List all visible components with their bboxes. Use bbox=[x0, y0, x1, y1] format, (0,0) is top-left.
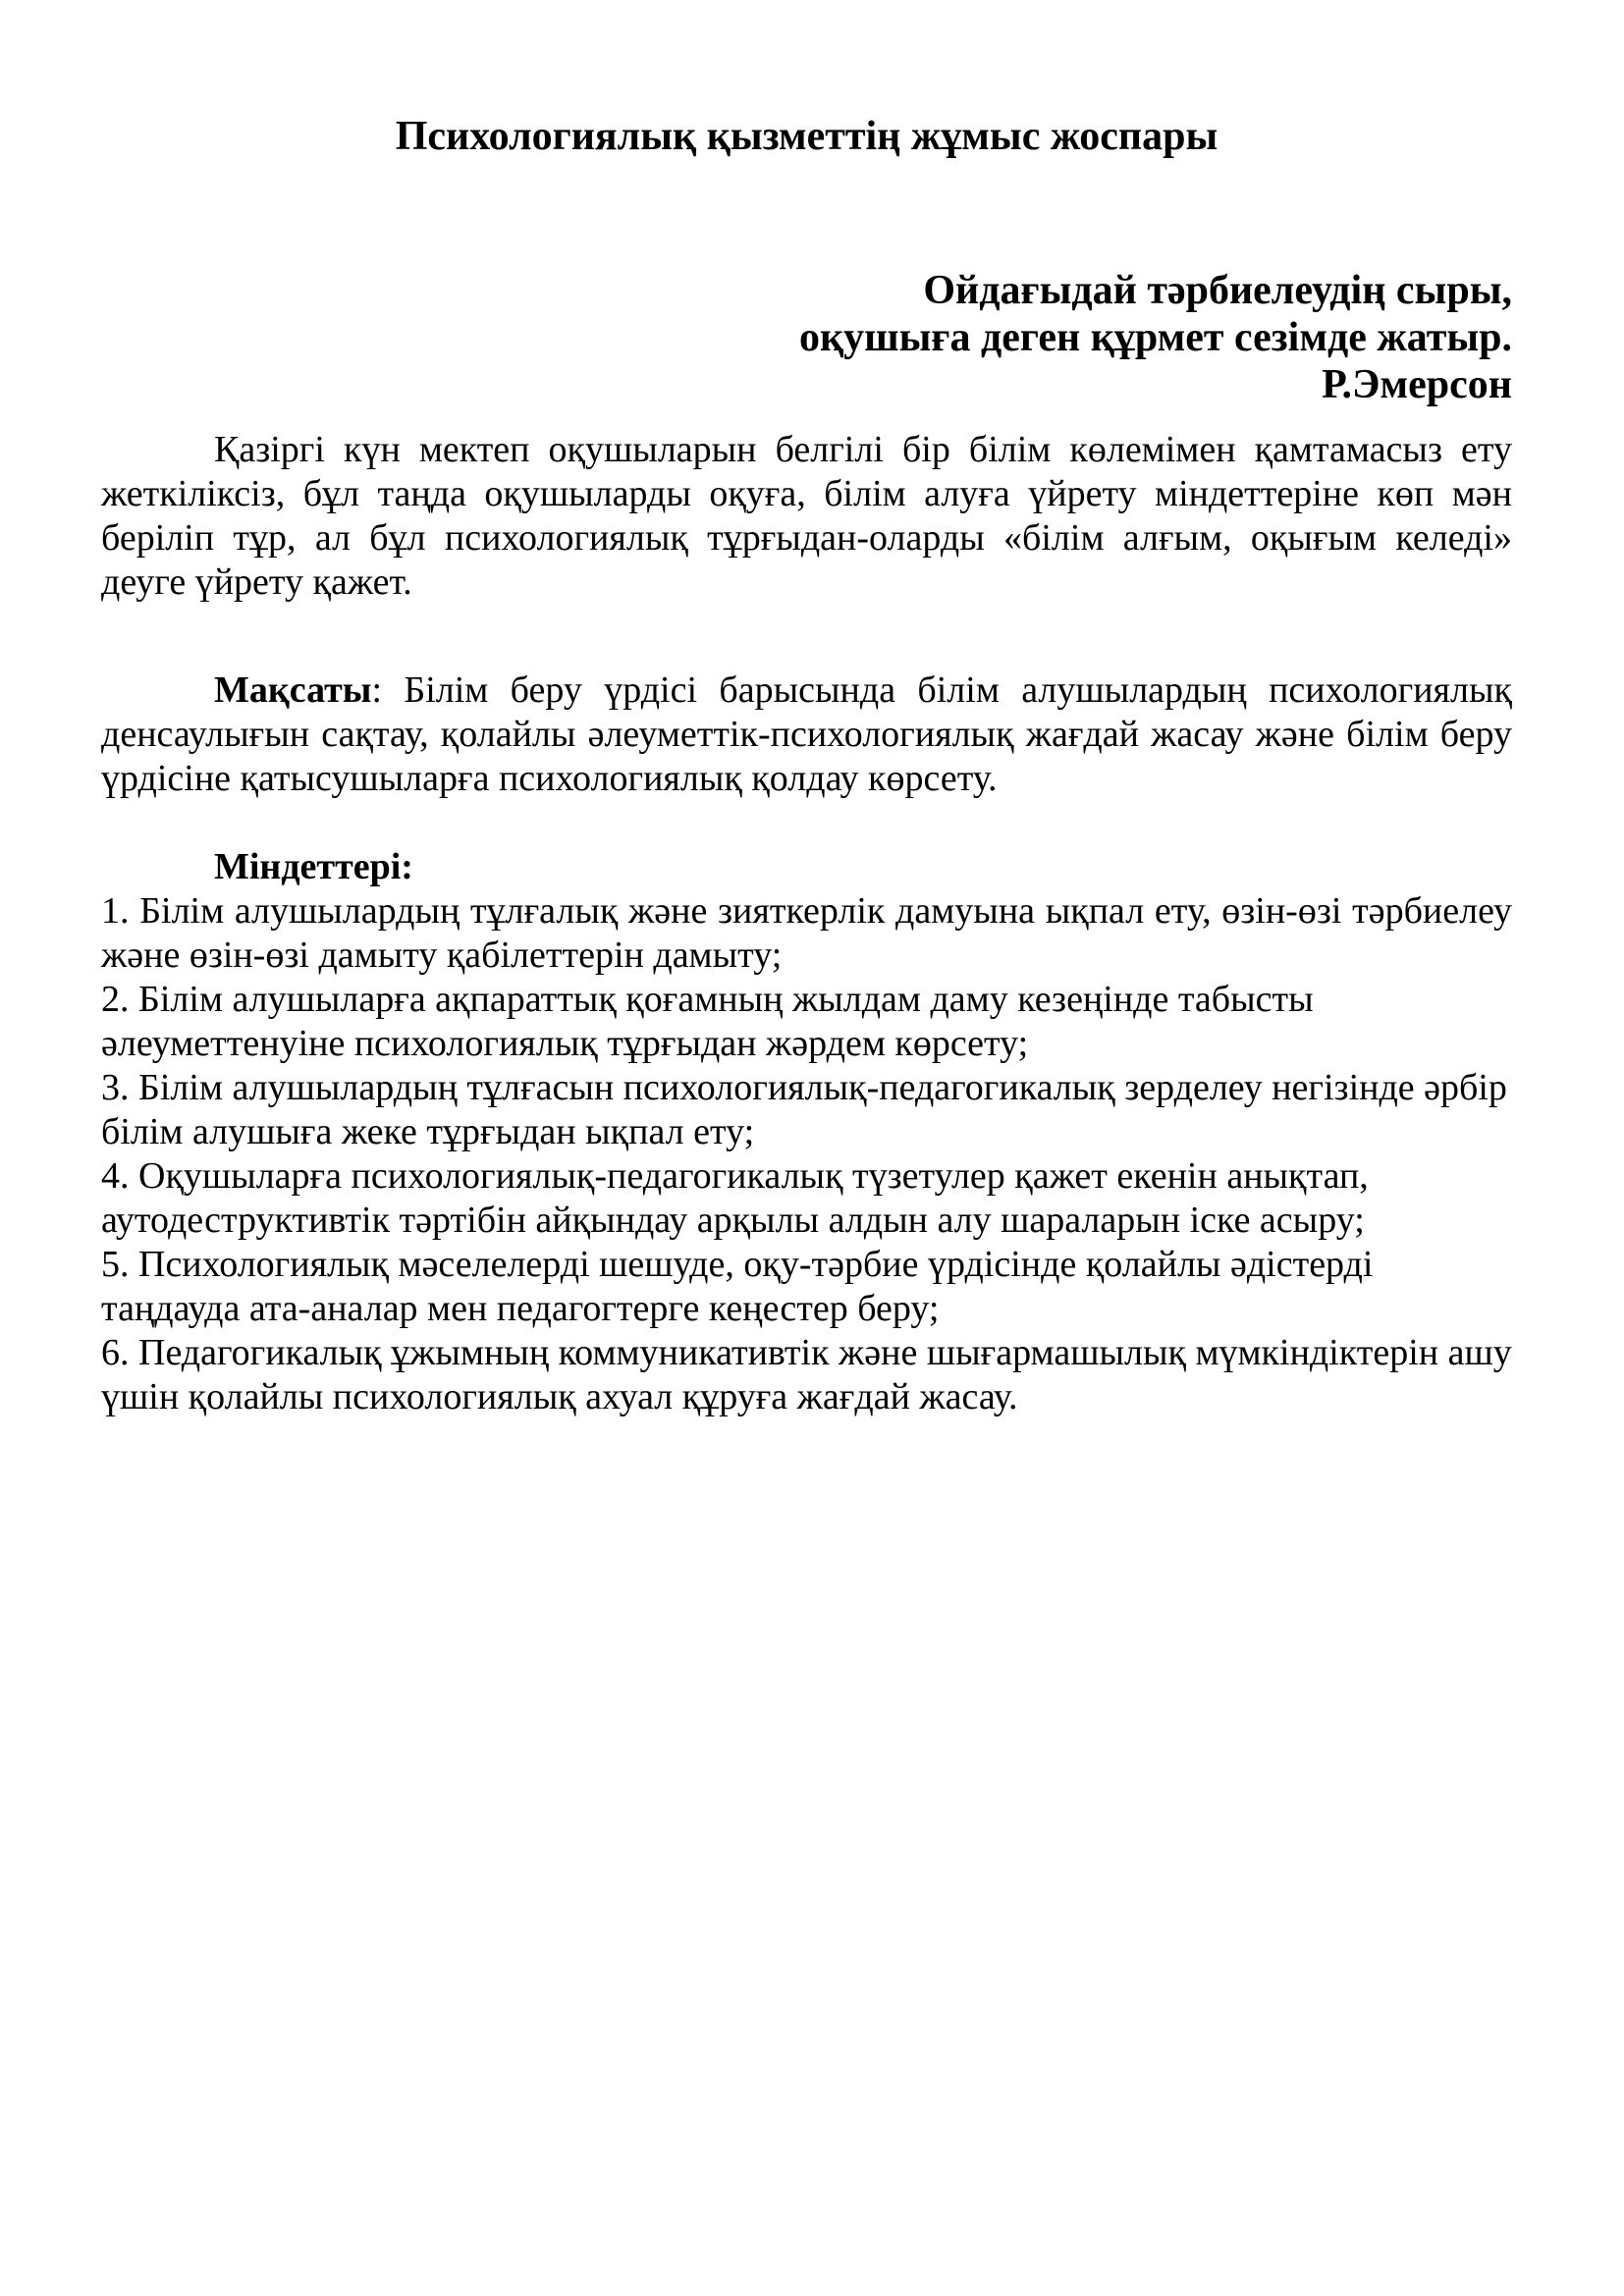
goal-label: Мақсаты bbox=[214, 669, 372, 711]
goal-paragraph bbox=[101, 668, 1512, 801]
task-item-4: 4. Оқушыларға психологиялық-педагогикалық түзетулер қажет екенін анықтап, аутодеструктивтік тәртібін айқындау арқылы алдын алу шараларын іске асыру; bbox=[101, 1155, 1369, 1241]
epigraph-line-2: оқушыға деген құрмет сезімде жатыр. bbox=[798, 315, 1512, 360]
document-title: Психологиялық қызметтің жұмыс жоспары bbox=[395, 114, 1218, 159]
task-item-2: 2. Білім алушыларға ақпараттық қоғамның жылдам даму кезеңінде табысты әлеуметтенуіне психологиялық тұрғыдан жәрдем көрсету; bbox=[101, 979, 1314, 1064]
task-item-3: 3. Білім алушылардың тұлғасын психологиялық-педагогикалық зерделеу негізінде әрбір білім алушыға жеке тұрғыдан ықпал ету; bbox=[101, 1067, 1507, 1152]
tasks-list bbox=[101, 889, 1512, 1419]
task-item-6: 6. Педагогикалық ұжымның коммуникативтік және шығармашылық мүмкіндіктерін ашу үшін қолайлы психологиялық ахуал құруға жағдай жасау. bbox=[101, 1332, 1512, 1417]
epigraph-line-1: Ойдағыдай тәрбиелеудің сыры, bbox=[923, 268, 1512, 313]
epigraph bbox=[101, 267, 1512, 408]
tasks-heading: Міндеттері: bbox=[214, 846, 413, 887]
goal-text: : Білім беру үрдісі барысында білім алушылардың психологиялық денсаулығын сақтау, қолайлы әлеуметтік-психологиялық жағдай жасау және білім беру үрдісіне қатысушыларға психологиялық қолдау көрсету. bbox=[101, 669, 1512, 799]
intro-paragraph: Қазіргі күн мектеп оқушыларын белгілі бір білім көлемімен қамтамасыз ету жеткіліксіз, бұл таңда оқушыларды оқуға, білім алуға үйрету міндеттеріне көп мән беріліп тұр, ал бұл психологиялық тұрғыдан-оларды «білім алғым, оқығым келеді» деуге үйрету қажет. bbox=[101, 429, 1512, 603]
task-item-1: 1. Білім алушылардың тұлғалық және зияткерлік дамуына ықпал ету, өзін-өзі тәрбиелеу және өзін-өзі дамыту қабілеттерін дамыту; bbox=[101, 890, 1512, 976]
task-item-5: 5. Психологиялық мәселелерді шешуде, оқу-тәрбие үрдісінде қолайлы әдістерді таңдауда ата-аналар мен педагогтерге кеңестер беру; bbox=[101, 1244, 1374, 1329]
epigraph-author: Р.Эмерсон bbox=[1322, 362, 1512, 407]
